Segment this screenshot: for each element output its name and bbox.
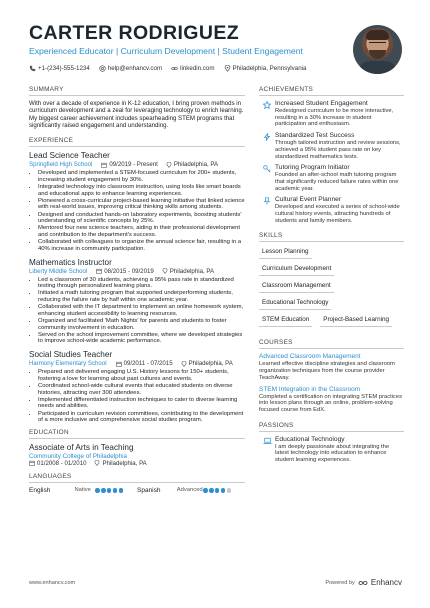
job-dates: 09/2011 - 07/2015 [123,360,173,368]
education-heading: EDUCATION [29,429,245,439]
candidate-name: CARTER RODRIGUEZ [29,22,240,44]
calendar-icon [116,361,122,367]
job-role: Social Studies Teacher [29,350,113,360]
language-dots [203,488,231,493]
achievement-item [259,164,404,192]
skill-tag: Classroom Management [259,280,334,293]
contact-phone [29,65,90,72]
job-role: Lead Science Teacher [29,151,110,161]
phone-icon [29,65,36,72]
job-meta [29,268,245,275]
headline: Experienced Educator | Curriculum Development | Student Engagement [29,46,303,56]
summary-heading: SUMMARY [29,86,245,96]
skill-tag: Project-Based Learning [320,314,392,327]
bullet: • Pioneered a cross-curricular project-based learning initiative that linked science with real-world issues, improving critical thinking skills among students. [38,198,245,211]
bullet: • Led a classroom of 30 students, achieving a 95% pass rate in standardized testing through personalized learning plans. [38,277,245,290]
skill-tag: Lesson Planning [259,246,312,259]
resume-header [29,22,349,72]
achievement-title: Standardized Test Success [275,132,355,140]
passions-heading: PASSIONS [259,422,404,432]
course-desc: Learned effective discipline strategies and classroom organization techniques from the course provider TeachAway. [259,361,395,381]
passion-title: Educational Technology [275,435,345,443]
skills-list [259,246,404,331]
course-desc: Completed a certification on integrating STEM practices into lesson plans through an online, problem-solving focused course from EdX. [259,393,403,413]
location-pin-icon [162,268,168,274]
calendar-icon [96,268,102,274]
proficiency-dot [227,488,232,493]
achievement-item [259,100,404,128]
lightning-icon [259,132,275,160]
enhancv-logo-icon [358,580,368,586]
job-meta [29,360,245,367]
achievement-desc: Founded an after-school math tutoring program that significantly reduced failure rates within one academic year. [275,172,399,192]
job-entry [29,258,245,346]
bullet: • Collaborated with the IT department to implement an online homework system, enhancing student accessibility to learning resources. [38,304,245,317]
job-company: Harmony Elementary School [29,360,107,368]
summary-text: With over a decade of experience in K-12 education, I bring proven methods in curriculum development and a zeal for leveraging technology to enrich learning. My biggest career achievement includes spearheading STEM programs that significantly raised engagement and understanding. [29,100,244,129]
achievement-desc: Developed and executed a series of school-wide cultural history events, attracting hundreds of students and family members. [275,204,400,224]
phone-text[interactable]: +1-(234)-555-1234 [38,65,90,72]
job-location: Philadelphia, PA [173,161,219,169]
location-pin-icon [181,361,187,367]
bullet: • Organized and facilitated 'Math Nights' for parents and students to foster community involvement in education. [38,318,245,331]
job-dates: 08/2015 - 09/2019 [104,267,154,275]
bullet: • Integrated technology into classroom instruction, using tools like smart boards and educational apps to enhance learning experiences. [38,184,245,197]
page-footer [29,578,402,587]
location-pin-icon [224,65,231,72]
bullet: • Prepared and delivered engaging U.S. History lessons for 150+ students, fostering a love for learning about past cultures and events. [38,369,245,382]
star-icon [259,100,275,128]
language-list [29,487,245,494]
language-level: Native [74,487,91,494]
job-meta [29,161,245,168]
bullet: • Developed and implemented a STEM-focused curriculum for 200+ students, increasing student engagement by 30%. [38,170,245,183]
job-bullets [29,369,245,424]
proficiency-dot [107,488,112,493]
location-pin-icon [94,460,100,466]
skill-tag: Educational Technology [259,297,331,310]
pin-icon [259,196,275,224]
passion-item [259,436,404,464]
avatar [353,25,402,74]
education-school: Community College of Philadelphia [29,452,128,460]
achievement-item [259,196,404,224]
bullet: • Participated in curriculum revision committees, contributing to the development of a more inclusive and comprehensive social studies program. [38,411,245,424]
linkedin-text[interactable]: linkedin.com [180,65,215,72]
course-title: Advanced Classroom Management [259,353,361,361]
proficiency-dot [119,488,124,493]
proficiency-dot [221,488,226,493]
skills-heading: SKILLS [259,232,404,242]
bullet: • Initiated a math tutoring program that supported underperforming students, reducing the failure rate by half within one academic year. [38,290,245,303]
courses-heading: COURSES [259,339,404,349]
language-name: Spanish [137,486,161,494]
calendar-icon [101,162,107,168]
job-location: Philadelphia, PA [188,360,233,368]
proficiency-dot [215,488,220,493]
job-bullets [29,170,245,252]
contact-linkedin [171,65,214,72]
education-degree: Associate of Arts in Teaching [29,442,134,452]
brand-name[interactable]: Enhancv [370,578,402,587]
education-dates: 01/2008 - 01/2010 [37,459,87,467]
job-bullets [29,277,245,346]
job-entry [29,151,245,252]
proficiency-dot [203,488,208,493]
bullet: • Coordinated school-wide cultural events that educated students on diverse histories, attracting over 300 attendees. [38,383,245,396]
location-text: Philadelphia, Pennsylvania [232,65,307,72]
experience-heading: EXPERIENCE [29,137,245,147]
job-dates: 09/2019 - Present [109,161,158,169]
bullet: • Designed and conducted hands-on laboratory experiments, boosting students' understanding of scientific concepts by 25%. [38,212,245,225]
footer-website[interactable]: www.enhancv.com [29,579,76,586]
bullet: • Served on the school improvement committee, where we developed strategies to improve school-wide academic performance. [38,332,245,345]
achievement-title: Tutoring Program Initiator [275,164,350,172]
achievement-desc: Through tailored instruction and review sessions, achieved a 95% student pass rate on key standardized mathematics tests. [275,140,401,160]
laptop-icon [259,436,275,464]
job-company: Springfield High School [29,161,93,169]
location-pin-icon [166,162,172,168]
proficiency-dot [101,488,106,493]
course-title: STEM Integration in the Classroom [259,385,361,393]
bullet: • Mentored four new science teachers, aiding in their professional development and contribution to the department's success. [38,225,245,238]
powered-by-label: Powered by [325,579,355,586]
proficiency-dot [113,488,118,493]
powered-by [325,578,402,587]
passion-desc: I am deeply passionate about integrating the latest technology into education to enhance student learning experiences. [275,443,390,464]
bullet: • Implemented differentiated instruction techniques to cater to diverse learning needs and abilities. [38,397,245,410]
proficiency-dot [209,488,214,493]
contact-location [224,65,307,72]
bullet: • Collaborated with colleagues to organize the annual science fair, resulting in a 40% increase in community participation. [38,239,245,252]
language-name: English [29,486,51,494]
email-text[interactable]: help@enhancv.com [107,65,163,72]
right-column [259,86,404,468]
languages-heading: LANGUAGES [29,473,245,483]
left-column [29,86,245,494]
job-role: Mathematics Instructor [29,257,112,267]
job-location: Philadelphia, PA [169,267,215,275]
contact-email [99,65,162,72]
job-company: Liberty Middle School [29,267,88,275]
at-icon [99,65,106,72]
key-icon [259,164,275,192]
skill-tag: Curriculum Development [259,263,334,276]
language-dots [95,488,123,493]
education-location: Philadelphia, PA [102,459,147,467]
link-icon [171,65,178,72]
achievements-heading: ACHIEVEMENTS [259,86,404,96]
contact-bar [29,65,349,72]
language-level: Advanced [176,487,203,494]
achievement-title: Increased Student Engagement [275,100,368,107]
achievement-desc: Redesigned curriculum to be more interactive, resulting in a 30% increase in student participation and enthusiasm. [275,108,394,128]
job-entry [29,350,245,424]
proficiency-dot [95,488,100,493]
calendar-icon [29,460,35,466]
achievement-item [259,132,404,160]
skill-tag: STEM Education [259,314,312,327]
education-meta [29,460,245,467]
achievement-title: Cultural Event Planner [275,196,341,204]
